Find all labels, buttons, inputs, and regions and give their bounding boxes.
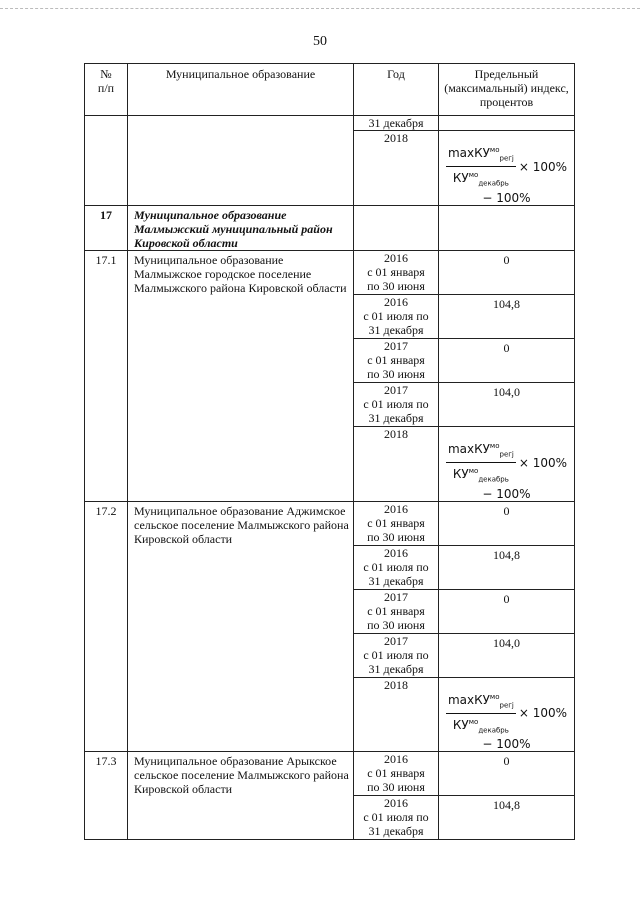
year-cell bbox=[354, 250, 439, 294]
year-label: 2016 bbox=[384, 796, 408, 811]
formula-den-sub: декабрь bbox=[478, 179, 509, 188]
formula-den-sup: мо bbox=[468, 171, 479, 180]
year-cell bbox=[354, 752, 439, 796]
year-cell bbox=[354, 205, 439, 250]
municipality-name: Муниципальное образование Арыкское сельское поселение Малмыжского района Кировской области bbox=[128, 752, 354, 840]
section-number: 17 bbox=[85, 205, 128, 250]
formula-den-sub: декабрь bbox=[478, 726, 509, 735]
year-label: 2016 bbox=[384, 294, 408, 309]
formula-den-sup: мо bbox=[468, 717, 479, 726]
formula-den-sub: декабрь bbox=[478, 475, 509, 484]
period-start: с 01 января bbox=[367, 352, 425, 367]
year-cell: 2018 bbox=[354, 131, 439, 206]
year-label: 2017 bbox=[384, 589, 408, 604]
value-cell bbox=[439, 205, 575, 250]
formula-fraction bbox=[446, 439, 516, 487]
formula-num-sub: pегj bbox=[499, 700, 514, 709]
formula-numerator: maxКУ$^{мо}_{pегj}$ bbox=[446, 690, 516, 714]
section-name: Муниципальное образование Малмыжский муниципальный район Кировской области bbox=[128, 205, 354, 250]
period-start: с 01 июля по bbox=[363, 396, 429, 411]
formula-denominator: $КУ^{мо}_{декабрь}$ bbox=[452, 717, 509, 735]
period-start: с 01 января bbox=[367, 603, 425, 618]
year-cell bbox=[354, 382, 439, 426]
formula-numerator: maxКУ$^{мо}_{pегj}$ bbox=[446, 143, 516, 167]
municipality-name: Муниципальное образование Аджимское сельское поселение Малмыжского района Кировской области bbox=[128, 501, 354, 752]
year-cell bbox=[354, 294, 439, 338]
index-value: 104,8 bbox=[439, 796, 575, 840]
scan-edge-line bbox=[0, 8, 640, 10]
year-label: 2017 bbox=[384, 382, 408, 397]
formula-denominator: $КУ^{мо}_{декабрь}$ bbox=[452, 171, 509, 188]
formula-num-sub: pегj bbox=[499, 450, 514, 459]
index-value: 104,8 bbox=[439, 294, 575, 338]
index-value: 0 bbox=[439, 250, 575, 294]
formula-minus: − 100% bbox=[482, 737, 531, 752]
header-municipality: Муниципальное образование bbox=[128, 64, 354, 116]
formula-cell bbox=[439, 677, 575, 752]
formula-den-sup: мо bbox=[468, 467, 479, 476]
index-value: 104,8 bbox=[439, 545, 575, 589]
year-cell bbox=[354, 796, 439, 840]
formula-num-sup: мо bbox=[489, 146, 500, 154]
period-end: по 30 июня bbox=[367, 780, 425, 795]
period-start: с 01 января bbox=[367, 515, 425, 530]
table-row bbox=[85, 116, 575, 131]
year-cell bbox=[354, 677, 439, 752]
index-value: 0 bbox=[439, 752, 575, 796]
period-end: по 30 июня bbox=[367, 617, 425, 632]
municipality-name: Муниципальное образование Малмыжское городское поселение Малмыжского района Кировской области bbox=[128, 250, 354, 501]
index-value: 0 bbox=[439, 589, 575, 633]
table-row bbox=[85, 501, 575, 545]
period-start: с 01 января bbox=[367, 766, 425, 781]
header-year: Год bbox=[354, 64, 439, 116]
formula-times: × 100% bbox=[518, 706, 568, 721]
period-end: 31 декабря bbox=[368, 661, 424, 676]
year-label: 2017 bbox=[384, 338, 408, 353]
period-start: с 01 июля по bbox=[363, 810, 429, 825]
year-label: 2016 bbox=[384, 545, 408, 560]
item-number: 17.2 bbox=[85, 501, 128, 752]
period-end: 31 декабря bbox=[368, 573, 424, 588]
formula-cell bbox=[439, 426, 575, 501]
index-value: 104,0 bbox=[439, 633, 575, 677]
year-cell bbox=[354, 426, 439, 501]
period-end: по 30 июня bbox=[367, 529, 425, 544]
section-row bbox=[85, 205, 575, 250]
formula-num-sup: мо bbox=[489, 692, 500, 701]
formula-fraction bbox=[446, 690, 516, 738]
year-cell: 31 декабря bbox=[354, 116, 439, 131]
period-start: с 01 июля по bbox=[363, 559, 429, 574]
year-cell bbox=[354, 501, 439, 545]
name-cell bbox=[128, 116, 354, 206]
header-number: № п/п bbox=[85, 64, 128, 116]
year-label: 2017 bbox=[384, 633, 408, 648]
index-formula bbox=[439, 143, 574, 191]
period-start: с 01 июля по bbox=[363, 647, 429, 662]
formula-denominator: $КУ^{мо}_{декабрь}$ bbox=[452, 467, 509, 484]
year-label: 2018 bbox=[384, 677, 408, 692]
value-cell bbox=[439, 116, 575, 131]
index-value: 104,0 bbox=[439, 382, 575, 426]
period-end: 31 декабря bbox=[368, 410, 424, 425]
index-formula bbox=[439, 439, 574, 487]
formula-minus: − 100% bbox=[482, 190, 531, 205]
year-cell bbox=[354, 338, 439, 382]
index-value: 0 bbox=[439, 501, 575, 545]
year-cell bbox=[354, 545, 439, 589]
formula-minus: − 100% bbox=[482, 486, 531, 501]
table-row bbox=[85, 752, 575, 796]
period-start: с 01 июля по bbox=[363, 308, 429, 323]
formula-num-sub: pегj bbox=[499, 154, 514, 163]
period-end: по 30 июня bbox=[367, 366, 425, 381]
period-end: 31 декабря bbox=[368, 322, 424, 337]
year-cell bbox=[354, 589, 439, 633]
table-row bbox=[85, 250, 575, 294]
period-end: 31 декабря bbox=[368, 824, 424, 839]
year-label: 2016 bbox=[384, 250, 408, 265]
item-number: 17.3 bbox=[85, 752, 128, 840]
index-value: 0 bbox=[439, 338, 575, 382]
header-index: Предельный (максимальный) индекс, процентов bbox=[439, 64, 575, 116]
year-label: 2016 bbox=[384, 752, 408, 767]
formula-times: × 100% bbox=[518, 159, 568, 174]
formula-numerator: maxКУ$^{мо}_{pегj}$ bbox=[446, 439, 516, 463]
formula-times: × 100% bbox=[518, 455, 568, 470]
item-number: 17.1 bbox=[85, 250, 128, 501]
tariff-table bbox=[84, 63, 575, 840]
index-formula bbox=[439, 690, 574, 738]
formula-num-sup: мо bbox=[489, 441, 500, 450]
page-number: 50 bbox=[313, 34, 327, 49]
period-end: по 30 июня bbox=[367, 278, 425, 293]
formula-cell bbox=[439, 131, 575, 206]
year-label: 2016 bbox=[384, 501, 408, 516]
year-cell bbox=[354, 633, 439, 677]
formula-fraction bbox=[446, 143, 516, 191]
year-label: 2018 bbox=[384, 426, 408, 441]
num-cell bbox=[85, 116, 128, 206]
period-start: с 01 января bbox=[367, 264, 425, 279]
